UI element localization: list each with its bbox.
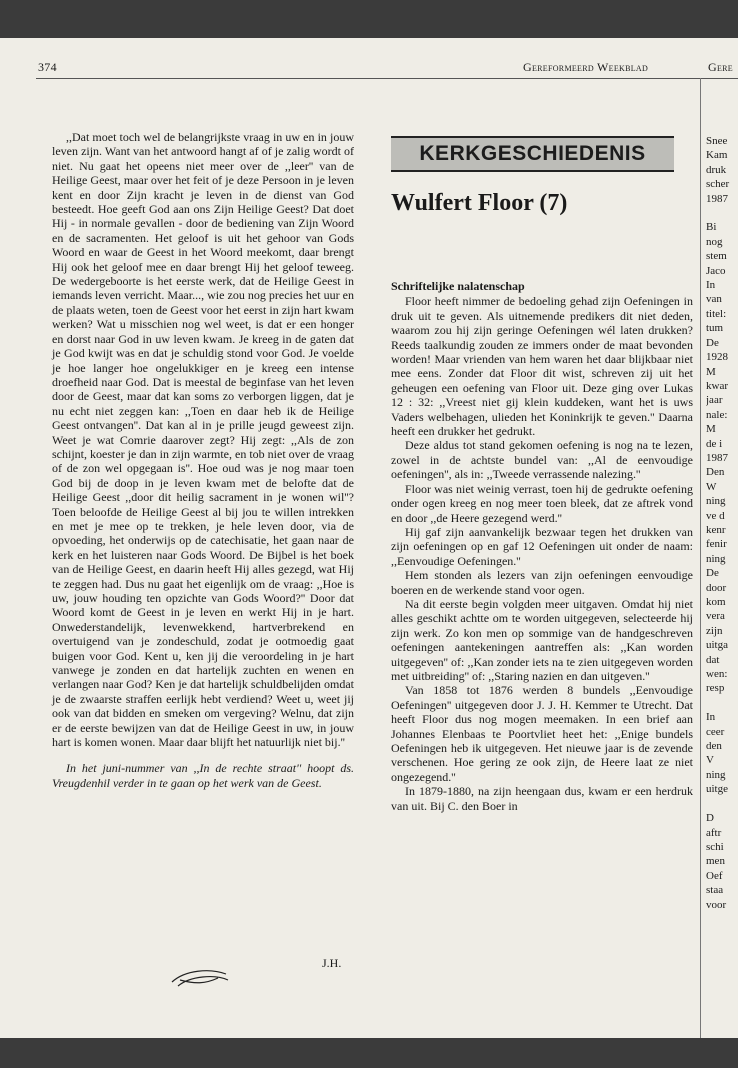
right-fragment-line: ning xyxy=(706,552,726,565)
right-fragment-line: kwar xyxy=(706,379,728,392)
right-fragment-line: In xyxy=(706,711,716,724)
right-fragment-line: 1987 xyxy=(706,451,728,464)
right-fragment-line: M xyxy=(706,365,716,378)
right-fragment-line: voor xyxy=(706,898,727,911)
right-fragment-line: de i xyxy=(706,437,723,450)
right-fragment-line: zijn xyxy=(706,624,723,637)
right-fragment-line: Den xyxy=(706,466,725,479)
mid-paragraph-7: Van 1858 tot 1876 werden 8 bundels ,,Eenvoudige Oefeningen'' uitgegeven door J. J. H. Kemmer te Utrecht. Dat heeft Floor dus nog mogen meemaken. In een brief aan Johannes Elenbaas te Poortvliet heet het: ,,Enige bundels Oefeningen heb ik uitgegeven. Het nieuwe jaar is de zevende verschenen. Hoe gering ze ook zijn, de Heere laat ze niet ongezegend.'' xyxy=(391,683,693,784)
document-page xyxy=(0,38,738,1038)
right-fragment-line: ning xyxy=(706,768,726,781)
right-fragment-line: door xyxy=(706,581,727,594)
right-fragment-line: scher xyxy=(706,178,730,191)
right-fragment-line: dat xyxy=(706,653,720,666)
right-fragment-line: Kam xyxy=(706,149,728,162)
subheading: Schriftelijke nalatenschap xyxy=(391,279,525,293)
mid-paragraph-1: Floor heeft nimmer de bedoeling gehad zijn Oefeningen in druk uit te geven. Als uitnemende predikers dit niet deden, waarom zou hij zijn geringe Oefeningen wél laten drukken? Reeds taalkundig zouden ze immers onder de maat bevonden worden! Maar vrienden van hem waren het daar blijkbaar niet mee eens. Zonder dat Floor dit wist, schreven zij uit het geheugen een oefening van Floor uit. Deze ging over Lukas 12 : 32: ,,Vreest niet gij klein kuddeken, want het is uws Vaders welbehagen, ulieden het Koninkrijk te geven.'' Daarna heeft een drukker het gedrukt. xyxy=(391,294,693,439)
right-fragment-line: W xyxy=(706,480,717,493)
right-fragment-line xyxy=(706,206,738,220)
right-fragment-line xyxy=(706,797,738,811)
right-fragment-line: wen: xyxy=(706,668,728,681)
right-fragment-line: uitga xyxy=(706,639,728,652)
right-fragment-line: jaar xyxy=(706,394,723,407)
closing-note: In het juni-nummer van ,,In de rechte straat'' hoopt ds. Vreugdenhil verder in te gaan op het werk van de Geest. xyxy=(52,761,354,790)
mid-paragraph-8: In 1879-1880, na zijn heengaan dus, kwam er een herdruk van uit. Bij C. den Boer in xyxy=(391,784,693,813)
right-fragment-line: vera xyxy=(706,610,725,623)
mid-paragraph-6: Na dit eerste begin volgden meer uitgaven. Omdat hij niet alles geschikt achtte om te worden uitgegeven, selecteerde hij zijn werk. Zo kon men op sommige van de handgeschreven oefeningen aantekeningen aantreffen als: ,,Kan worden uitgegeven'' of: ,,Kan zonder iets na te zien uitgegeven worden met uitbreiding'' of: ,,Staring nazien en dan uitgeven.'' xyxy=(391,596,693,683)
mid-paragraph-2: Deze aldus tot stand gekomen oefening is nog na te lezen, zowel in de achtste bundel van: ,,Al de eenvoudige oefeningen'', als in: ,,Tweede verrassende nalezing.'' xyxy=(391,438,693,482)
flourish-ornament xyxy=(170,966,230,990)
right-fragment-line: schi xyxy=(706,840,724,853)
right-fragment-line: De xyxy=(706,336,719,349)
right-fragment-line: De xyxy=(706,567,719,580)
column-divider xyxy=(700,78,701,1038)
right-fragment-line: den xyxy=(706,740,722,753)
mid-paragraph-4: Hij gaf zijn aanvankelijk bezwaar tegen het drukken van zijn oefeningen op en gaf 12 Oefeningen uit onder de naam: ,,Eenvoudige Oefeningen.'' xyxy=(391,524,693,568)
right-fragment-line: ning xyxy=(706,495,726,508)
right-fragment-line: nog xyxy=(706,235,723,248)
article-title: Wulfert Floor (7) xyxy=(391,190,568,216)
right-fragment-line: ceer xyxy=(706,725,725,738)
left-paragraph: ,,Dat moet toch wel de belangrijkste vraag in uw en in jouw leven zijn. Want van het antwoord hangt af of je zalig wordt of niet. Nu gaat het opeens niet meer over de ,,leer'' van de Heilige Geest, maar over het feit of je deze Persoon in je leven kent en door Zijn kracht je leven in de dienst van God besteedt. Hoe geeft God aan ons Zijn Heilige Geest? Dat doet Hij - in normale gevallen - door de bediening van Zijn Woord en de sacramenten. Het geloof is uit het gehoor van Gods Woord en waar de Geest in het Woord meekomt, daar brengt Hij ook het geloof mee en daar brengt Hij het geloof teweeg. De wedergeboorte is het eerste werk, dat de Heilige Geest in iemands leven verricht. Maar..., wie zou nog precies het uur en de plaats weten, toen de Geest voor het eerst in zijn hart kwam werken? Wat u misschien nog wel weet, is dat er een honger en dorst naar God in uw leven kwam. Je kreeg in de gaten dat je God kwijt was en dat je schuldig stond voor God. Je voelde je hoe langer hoe ongelukkiger en je kreeg een intense droefheid naar God. Dat is meestal de beginfase van het leven door de Geest, maar dat kan soms zo verborgen liggen, dat je nu echt niet zeggen kan: ,,Toen en daar heb ik de Heilige Geest ontvangen''. Dat kan al in je prille jeugd geweest zijn. Weet je wat Comrie daarover zegt? Hij zegt: ,,Als de zon schijnt, koester je dan in zijn warmte, en tob niet over de vraag of de zon wel opgegaan is''. Hoe oud was je nog maar toen God bij de doop in je leven kwam met de belofte dat de Heilige Geest ,,door dit heilig sacrament in je wonen wil''? Toen beloofde de Heilige Geest al bij jou te willen intrekken en met je mee op te trekken, je hele leven door, via de opvoeding, het onderwijs op de catechisatie, het gaan naar de kerk en het luisteren naar Gods Woord. De Bijbel is het boek van de Heilige Geest, en daarin heeft Hij alles gezegd, wat Hij te zeggen had. Dus nu gaat het eigenlijk om de vraag: ,,Hoe is uw, jouw houding ten opzichte van Gods Woord?'' Door dat Woord komt de Geest in je leven en werkt Hij in je hart. Onwederstandelijk, levenwekkend, hartverbrekend en overtuigend van je zondeschuld, zodat je ootmoedig gaat buigen voor God. Kent u, ken jij die veroordeling in je hart vanwege je zonden en dat hartelijk zuchten en wenen en verlangen naar God? Ken je dat hartelijk schuldbelijden omdat je de zwaarste straffen eerlijk hebt verdiend? Weet u, weet jij ook van dat bidden en smeken om vergeving? Welnu, dat zijn er de eerste bewijzen van dat de Heilige Geest in uw, in jouw hart is komen wonen. Maar daar blijft het natuurlijk niet bij.'' xyxy=(52,130,354,750)
right-fragment-line: men xyxy=(706,855,725,868)
right-fragment-line: staa xyxy=(706,884,724,897)
header-rule xyxy=(36,78,738,79)
right-fragment-line: Jaco xyxy=(706,264,726,277)
section-banner: KERKGESCHIEDENIS xyxy=(391,136,674,172)
running-title: Gereformeerd Weekblad xyxy=(523,60,649,74)
right-fragment-line: titel: xyxy=(706,307,727,320)
left-column xyxy=(52,130,354,790)
right-fragment-line: kom xyxy=(706,596,726,608)
author-initials: J.H. xyxy=(322,956,342,970)
right-fragment-line: Snee xyxy=(706,135,728,147)
right-fragment-line: van xyxy=(706,293,722,306)
right-fragment-line: D xyxy=(706,812,714,825)
right-fragment-line: resp xyxy=(706,682,725,695)
right-fragment-line: 1928 xyxy=(706,351,728,364)
right-fragment-line: kenr xyxy=(706,523,726,536)
page-header xyxy=(38,58,738,76)
right-fragment-line: tum xyxy=(706,322,724,335)
right-fragment-line: 1987 xyxy=(706,192,728,205)
page-number: 374 xyxy=(38,60,57,74)
right-fragment-line: Bi xyxy=(706,221,717,234)
right-fragment-line: aftr xyxy=(706,826,722,839)
right-fragment-line: V xyxy=(706,754,714,767)
middle-column xyxy=(391,279,693,813)
right-column-fragments xyxy=(706,134,738,912)
mid-paragraph-3: Floor was niet weinig verrast, toen hij de gedrukte oefening onder ogen kreeg en nog meer toen bleek, dat ze aftrek vond en door ,,de Heere gezegend werd.'' xyxy=(391,481,693,525)
right-fragment-line: stem xyxy=(706,250,727,263)
right-fragment-line: ve d xyxy=(706,509,725,522)
right-fragment-line: M xyxy=(706,423,716,436)
right-fragment-line xyxy=(706,696,738,710)
right-fragment-line: In xyxy=(706,279,716,292)
right-fragment-line: druk xyxy=(706,163,727,176)
running-title-next-page: Gere xyxy=(708,60,733,74)
right-fragment-line: nale: xyxy=(706,408,728,421)
right-fragment-line: uitge xyxy=(706,783,728,796)
mid-paragraph-5: Hem stonden als lezers van zijn oefeningen eenvoudige boeren en de werkende stand voor ogen. xyxy=(391,568,693,597)
right-fragment-line: Oef xyxy=(706,869,723,882)
right-fragment-line: fenir xyxy=(706,538,727,551)
